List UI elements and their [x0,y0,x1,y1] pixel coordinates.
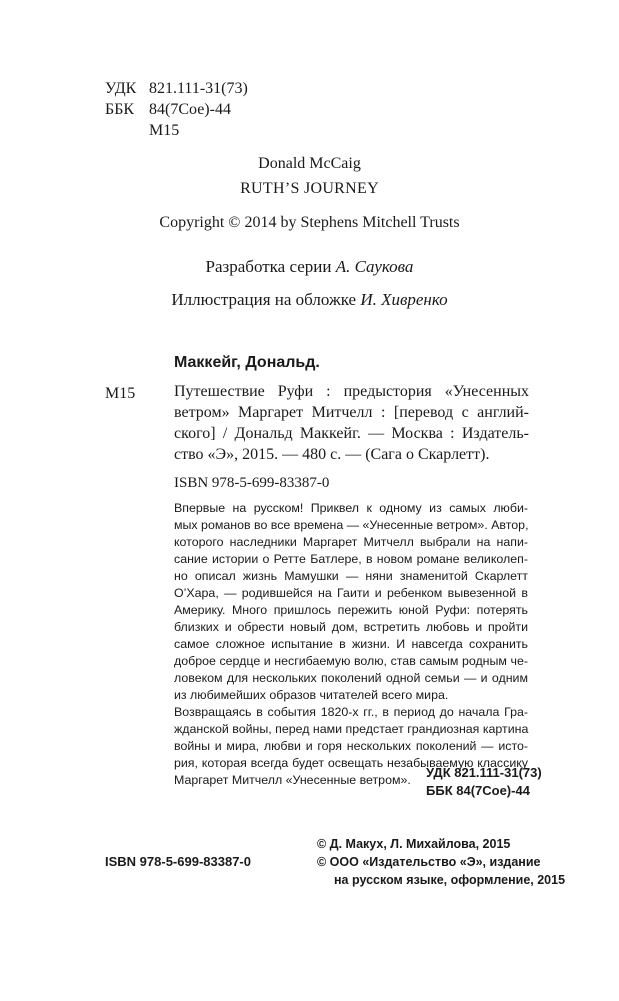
annotation-line: доброе сердце и несгибаемую волю, став самым родным че- [174,654,528,668]
udk-value: 821.111-31(73) [149,80,248,97]
footer-classification [426,764,542,800]
annotation-line: Америку. Много пришлось пережить юной Руфи: потерять [174,603,528,617]
annotation-line: жданской войны, перед нами предстает грандиозная картина [174,722,529,736]
annotation-line: ловеком для нескольких поколений одной семьи — и одним [174,671,528,685]
udk-row [105,78,248,99]
bibliographic-author-mark: М15 [105,385,136,402]
footer-isbn: ISBN 978-5-699-83387-0 [105,854,251,869]
bibliographic-line: ветром» Маргарет Митчелл : [перевод с англий- [174,404,529,421]
bibliographic-description [174,381,529,465]
original-author: Donald McCaig [258,155,361,172]
annotation-line: но описал жизнь Мамушки — няни знаменитой Скарлетт [174,569,528,583]
bibliographic-line: ского] / Дональд Маккейг. — Москва : Издатель- [174,425,529,442]
series-name: А. Саукова [335,257,414,276]
annotation-line: Возвращаясь в события 1820-х гг., в период до начала Гра- [174,705,528,719]
bbk-label: ББК [105,101,135,118]
copyright-line: на русском языке, оформление, 2015 [334,873,566,887]
bibliographic-isbn: ISBN 978-5-699-83387-0 [174,475,330,491]
annotation-line: самое сложное испытание в жизни. И навсегда сохранить [174,637,528,651]
annotation-line: рия, которая всегда будет освещать незабываемую классику [174,756,528,770]
original-copyright: Copyright © 2014 by Stephens Mitchell Trusts [159,214,460,231]
annotation-line: сание истории о Ретте Батлере, в новом романе великолеп- [174,552,528,566]
copyright-line: © ООО «Издательство «Э», издание [317,855,541,869]
annotation-line: мых романов во все времена — «Унесенные ветром». Автор, [174,518,529,532]
footer-udk: УДК 821.111-31(73) [426,765,542,780]
footer-copyright [317,835,565,889]
classification-block [105,78,248,141]
original-title: RUTH’S JOURNEY [240,180,379,197]
udk-label: УДК [105,80,137,97]
annotation-line: Маргарет Митчелл «Унесенные ветром». [174,773,411,787]
illustration-name: И. Хивренко [360,290,448,309]
bbk-value: 84(7Сое)-44 [149,101,231,118]
footer-bbk: ББК 84(7Сое)-44 [426,783,530,798]
annotation [174,500,528,789]
annotation-line: О’Хара, — родившейся на Гаити и ребенком вывезенной в [174,586,528,600]
annotation-line: которого наследники Маргарет Митчелл выбрали на напи- [174,535,528,549]
bibliographic-line: Путешествие Руфи : предыстория «Унесенных [174,383,529,400]
annotation-line: Впервые на русском! Приквел к одному из самых люби- [174,501,528,515]
author-mark: М15 [149,122,180,139]
series-prefix: Разработка серии [205,257,336,276]
copyright-line: © Д. Макух, Л. Михайлова, 2015 [317,837,511,851]
illustration-prefix: Иллюстрация на обложке [171,290,361,309]
author-mark-row [105,120,248,141]
bibliographic-heading: Маккейг, Дональд. [174,354,320,371]
series-credit [0,257,619,277]
bbk-row [105,99,248,120]
annotation-line: близких и обрести новый дом, встретить любовь и пройти [174,620,528,634]
annotation-line: войны и мира, любви и горя нескольких поколений — исто- [174,739,528,753]
bibliographic-line: ство «Э», 2015. — 480 с. — (Сага о Скарлетт). [174,446,490,463]
illustration-credit [0,290,619,310]
annotation-line: из любимейших образов читателей всего мира. [174,688,449,702]
